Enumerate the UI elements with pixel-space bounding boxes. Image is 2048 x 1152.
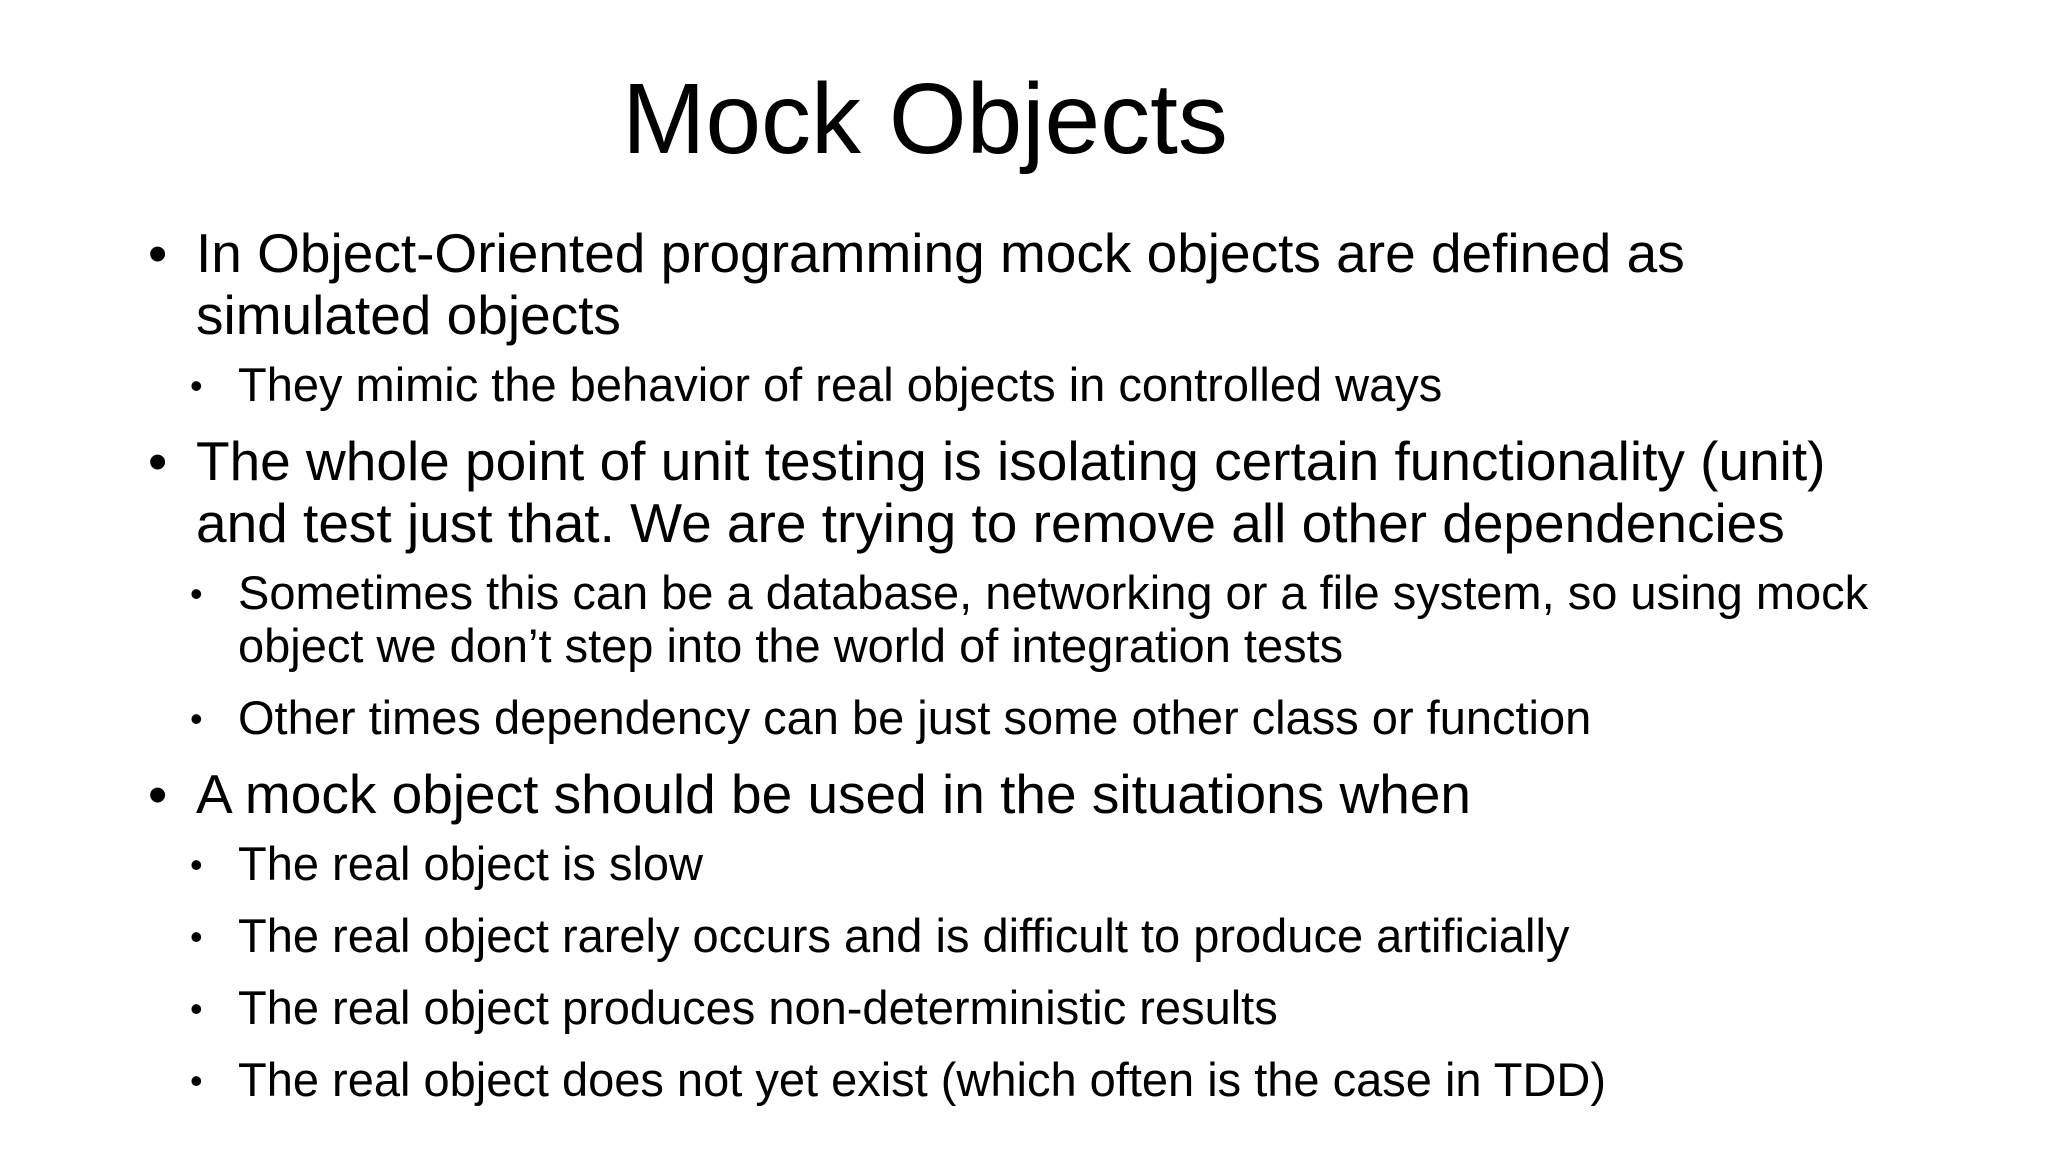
sub-bullet-icon: • [190,1060,203,1101]
slide-title: Mock Objects [622,63,1228,175]
bullet-icon: • [148,430,168,492]
bullet-text: In Object-Oriented programming mock objects are defined as simulated objects [196,222,1685,346]
bullet-item [148,222,1928,346]
sub-bullet-item [148,1053,1928,1106]
sub-bullet-icon: • [190,573,203,614]
sub-bullet-text: The real object does not yet exist (which often is the case in TDD) [238,1053,1607,1106]
sub-bullet-item [148,837,1928,890]
sub-bullet-item [148,909,1928,962]
sub-bullet-icon: • [190,844,203,885]
sub-bullet-item [148,691,1928,744]
sub-bullet-text: Other times dependency can be just some other class or function [238,691,1592,744]
bullet-icon: • [148,222,168,284]
sub-bullet-icon: • [190,698,203,739]
sub-bullet-icon: • [190,988,203,1029]
sub-bullet-icon: • [190,365,203,406]
sub-bullet-icon: • [190,916,203,957]
bullet-list [148,222,1928,1125]
sub-bullet-item [148,358,1928,411]
sub-bullet-text: The real object produces non-deterministic results [238,981,1278,1034]
bullet-item [148,763,1928,825]
bullet-text: A mock object should be used in the situations when [196,763,1471,825]
bullet-icon: • [148,763,168,825]
sub-bullet-text: Sometimes this can be a database, networking or a file system, so using mock object we don’t step into the world of integration tests [238,566,1869,672]
bullet-item [148,430,1928,554]
sub-bullet-item [148,981,1928,1034]
sub-bullet-text: The real object rarely occurs and is difficult to produce artificially [238,909,1570,962]
bullet-text: The whole point of unit testing is isolating certain functionality (unit) and test just that. We are trying to remove all other dependencies [196,430,1826,554]
sub-bullet-item [148,566,1928,672]
sub-bullet-text: They mimic the behavior of real objects in controlled ways [238,358,1443,411]
sub-bullet-text: The real object is slow [238,837,703,890]
